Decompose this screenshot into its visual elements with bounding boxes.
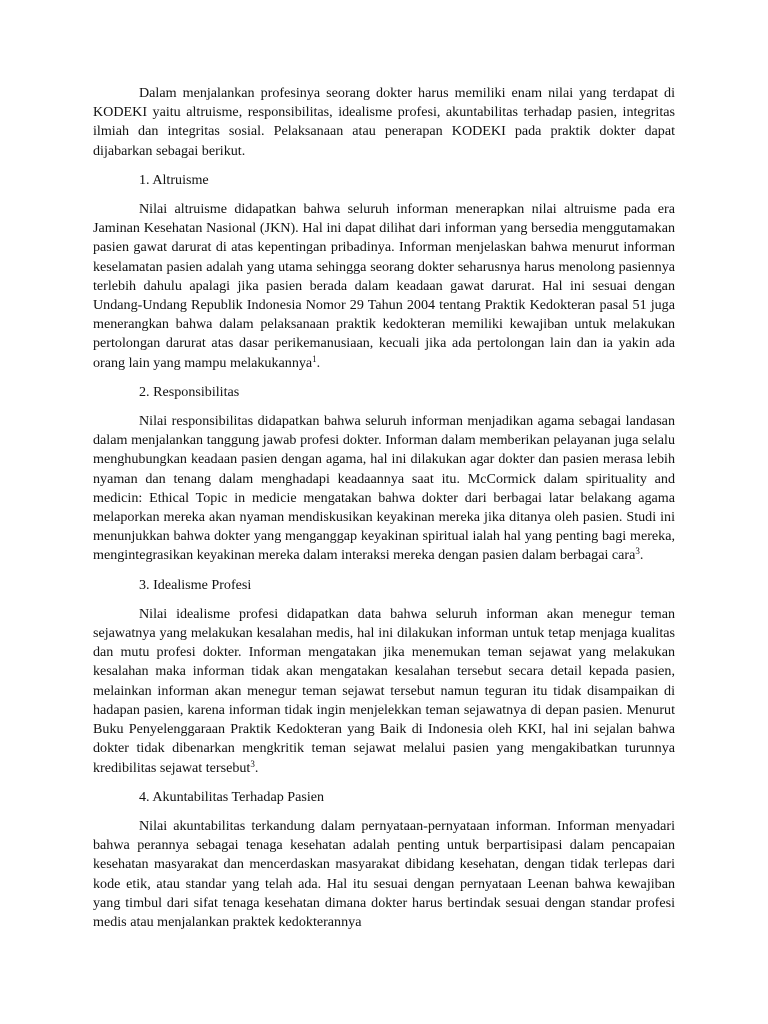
paragraph-text: Nilai idealisme profesi didapatkan data bahwa seluruh informan akan menegur teman sejawatnya yang melakukan kesalahan medis, hal ini dilakukan informan untuk tetap menjaga kualitas dan mutu profesi dokter. Informan mengatakan jika menemukan teman sejawat yang melakukan kesalahan maka informan tidak akan mengatakan kesalahan tersebut secara detail kepada pasien, melainkan informan akan menegur teman sejawat tersebut namun teguran itu tidak disampaikan di hadapan pasien, karena informan tidak ingin menjelekkan teman sejawatnya di depan pasien. Menurut Buku Penyelenggaraan Praktik Kedokteran yang Baik di Indonesia oleh KKI, hal ini sejalan bahwa dokter tidak dibenarkan mengkritik teman sejawat melalui pasien yang mengakibatkan turunnya kredibilitas sejawat tersebut <box>93 605 675 776</box>
paragraph-end: . <box>254 759 259 776</box>
paragraph-text: Nilai responsibilitas didapatkan bahwa seluruh informan menjadikan agama sebagai landasan dalam menjalankan tanggung jawab profesi dokter. Informan dalam memberikan pelayanan juga selalu menghubungkan keadaan pasien dengan agama, hal ini dilakukan agar dokter dan pasien merasa lebih nyaman dan tenang dalam menghadapi keadaannya saat itu. McCormick dalam spirituality and medicin: Ethical Topic in medicie mengatakan bahwa dokter dari berbagai latar belakang agama melaporkan mereka akan nyaman mendiskusikan keyakinan mereka jika ditanya oleh pasien. Studi ini menunjukkan bahwa dokter yang menganggap keyakinan spiritual ialah hal yang penting bagi mereka, mengintegrasikan keyakinan mereka dalam interaksi mereka dengan pasien dalam berbagai cara <box>93 413 675 564</box>
section-responsibilitas <box>93 383 675 566</box>
section-heading: 3. Idealisme Profesi <box>139 576 252 593</box>
paragraph-end: . <box>316 354 321 371</box>
section-akuntabilitas <box>93 788 675 932</box>
section-paragraph <box>93 605 675 778</box>
section-heading: 1. Altruisme <box>139 171 209 188</box>
footnote-ref: 1 <box>312 353 317 364</box>
paragraph-end: . <box>639 547 644 564</box>
paragraph-text: Nilai altruisme didapatkan bahwa seluruh informan menerapkan nilai altruisme pada era Jaminan Kesehatan Nasional (JKN). Hal ini dapat dilihat dari informan yang bersedia menggutamakan pasien gawat darurat di atas kepentingan pribadinya. Informan menjelaskan bahwa menurut informan keselamatan pasien adalah yang utama sehingga seorang dokter seharusnya harus menolong pasiennya terlebih dahulu apalagi jika pasien berada dalam keadaan gawat darurat. Hal ini sesuai dengan Undang-Undang Republik Indonesia Nomor 29 Tahun 2004 tentang Praktik Kedokteran pasal 51 juga menerangkan bahwa dalam pelaksanaan praktik kedokteran memiliki kewajiban untuk melakukan pertolongan darurat atas dasar perikemanusiaan, kecuali jika ada pertolongan lain dan ia yakin ada orang lain yang mampu melakukannya <box>93 201 675 371</box>
section-paragraph <box>93 412 675 566</box>
section-altruisme <box>93 171 675 373</box>
intro-paragraph: Dalam menjalankan profesinya seorang dokter harus memiliki enam nilai yang terdapat di KODEKI yaitu altruisme, responsibilitas, idealisme profesi, akuntabilitas terhadap pasien, integritas ilmiah dan integritas sosial. Pelaksanaan atau penerapan KODEKI pada praktik dokter dapat dijabarkan sebagai berikut. <box>93 85 675 159</box>
section-heading: 2. Responsibilitas <box>139 383 240 400</box>
paragraph-text: Nilai akuntabilitas terkandung dalam pernyataan-pernyataan informan. Informan menyadari bahwa perannya sebagai tenaga kesehatan adalah penting untuk berpartisipasi dalam pencapaian kesehatan masyarakat dan mencerdaskan masyarakat dibidang kesehatan, dengan tidak terlepas dari kode etik, atau standar yang telah ada. Hal itu sesuai dengan pernyataan Leenan bahwa kewajiban yang timbul dari sifat tenaga kesehatan dimana dokter harus bertindak sesuai dengan standar profesi medis atau menjalankan praktek kedokterannya <box>93 817 675 930</box>
section-paragraph <box>93 817 675 932</box>
section-heading: 4. Akuntabilitas Terhadap Pasien <box>139 788 325 805</box>
footnote-ref: 3 <box>635 546 640 557</box>
section-idealisme-profesi <box>93 576 675 778</box>
footnote-ref: 3 <box>250 758 255 769</box>
section-paragraph <box>93 200 675 373</box>
